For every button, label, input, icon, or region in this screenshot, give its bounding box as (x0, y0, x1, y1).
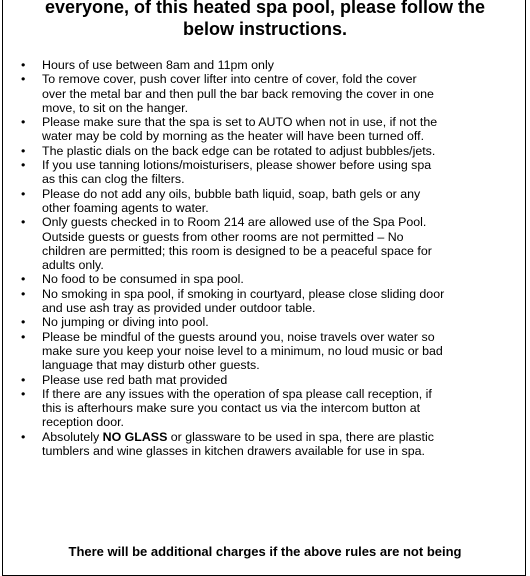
rule-item (20, 373, 510, 387)
bullet-icon: • (21, 386, 26, 401)
rule-text (42, 72, 510, 115)
rule-text (42, 287, 510, 316)
rule-text (42, 158, 510, 187)
bullet-icon: • (21, 58, 26, 72)
rule-text-line: The plastic dials on the back edge can be rotated to adjust bubbles/jets. (42, 143, 436, 158)
rule-text-line: make sure you keep your noise level to a minimum, no loud music or bad (42, 343, 443, 358)
rule-item (20, 158, 510, 187)
rule-item (20, 430, 510, 459)
rule-text-line: No jumping or diving into pool. (42, 315, 209, 330)
rule-text (42, 215, 510, 272)
rule-text-line: If there are any issues with the operation of spa please call reception, if (42, 386, 432, 401)
heading-line-1: everyone, of this heated spa pool, please follow the (44, 0, 486, 17)
rule-text (42, 115, 510, 144)
rule-text-line: Please make sure that the spa is set to AUTO when not in use, if not the (42, 115, 438, 130)
rule-item (20, 72, 510, 115)
bullet-icon: • (21, 115, 26, 130)
rule-item (20, 58, 510, 72)
rule-item (20, 387, 510, 430)
footer-warning: There will be additional charges if the above rules are not being (68, 544, 462, 559)
rule-text-line: Absolutely NO GLASS or glassware to be used in spa, there are plastic (42, 429, 434, 444)
bullet-icon: • (21, 429, 26, 444)
rule-text-line: adults only. (42, 258, 104, 273)
rule-text-line: If you use tanning lotions/moisturisers, please shower before using spa (42, 158, 432, 173)
bullet-icon: • (21, 72, 26, 87)
rule-text-line: No smoking in spa pool, if smoking in courtyard, please close sliding door (42, 286, 445, 301)
rule-text-line: reception door. (42, 415, 124, 430)
rule-item (20, 330, 510, 373)
rule-item (20, 287, 510, 316)
rules-list (20, 58, 510, 458)
rule-text-line: over the metal bar and then pull the bar back removing the cover in one (42, 86, 434, 101)
rule-text (42, 387, 510, 430)
rule-item (20, 144, 510, 158)
rule-text (42, 373, 510, 387)
rule-text (42, 58, 510, 72)
rule-text-line: Please be mindful of the guests around you, noise travels over water so (42, 329, 435, 344)
bullet-icon: • (21, 286, 26, 301)
bullet-icon: • (21, 372, 26, 387)
rule-text (42, 144, 510, 158)
rule-text-line: move, to sit on the hanger. (42, 100, 189, 115)
rule-item (20, 187, 510, 216)
rule-item (20, 215, 510, 272)
rule-text-line: No food to be consumed in spa pool. (42, 272, 244, 287)
rule-item (20, 272, 510, 286)
rule-text-line: Please do not add any oils, bubble bath liquid, soap, bath gels or any (42, 186, 421, 201)
rule-text-line: language that may disturb other guests. (42, 358, 260, 373)
rule-text (42, 330, 510, 373)
bullet-icon: • (21, 215, 26, 230)
rule-text (42, 187, 510, 216)
rule-text-line: other foaming agents to water. (42, 200, 209, 215)
rule-text-line: this is afterhours make sure you contact us via the intercom button at (42, 401, 421, 416)
rule-text-line: children are permitted; this room is designed to be a peaceful space for (42, 243, 432, 258)
emphasis-no-glass: NO GLASS (102, 429, 168, 444)
rule-text-line: water may be cold by morning as the heater will have been turned off. (42, 129, 425, 144)
rule-text-line: Please use red bath mat provided (42, 372, 228, 387)
rule-text-line: as this can clog the filters. (42, 172, 185, 187)
rule-text-line: To remove cover, push cover lifter into centre of cover, fold the cover (42, 72, 417, 87)
rule-text-line: tumblers and wine glasses in kitchen drawers available for use in spa. (42, 444, 425, 459)
rule-text (42, 430, 510, 459)
rule-item (20, 315, 510, 329)
rule-text-line: Only guests checked in to Room 214 are allowed use of the Spa Pool. (42, 215, 427, 230)
bullet-icon: • (21, 186, 26, 201)
bullet-icon: • (21, 315, 26, 330)
rule-text (42, 272, 510, 286)
bullet-icon: • (21, 158, 26, 173)
rule-item (20, 115, 510, 144)
rule-text-line: Hours of use between 8am and 11pm only (42, 58, 274, 72)
rule-text (42, 315, 510, 329)
rule-text-line: and use ash tray as provided under outdoor table. (42, 301, 316, 316)
bullet-icon: • (21, 143, 26, 158)
bullet-icon: • (21, 272, 26, 287)
heading-line-2: below instructions. (182, 19, 347, 39)
rule-text-line: Outside guests or guests from other rooms are not permitted – No (42, 229, 404, 244)
bullet-icon: • (21, 329, 26, 344)
